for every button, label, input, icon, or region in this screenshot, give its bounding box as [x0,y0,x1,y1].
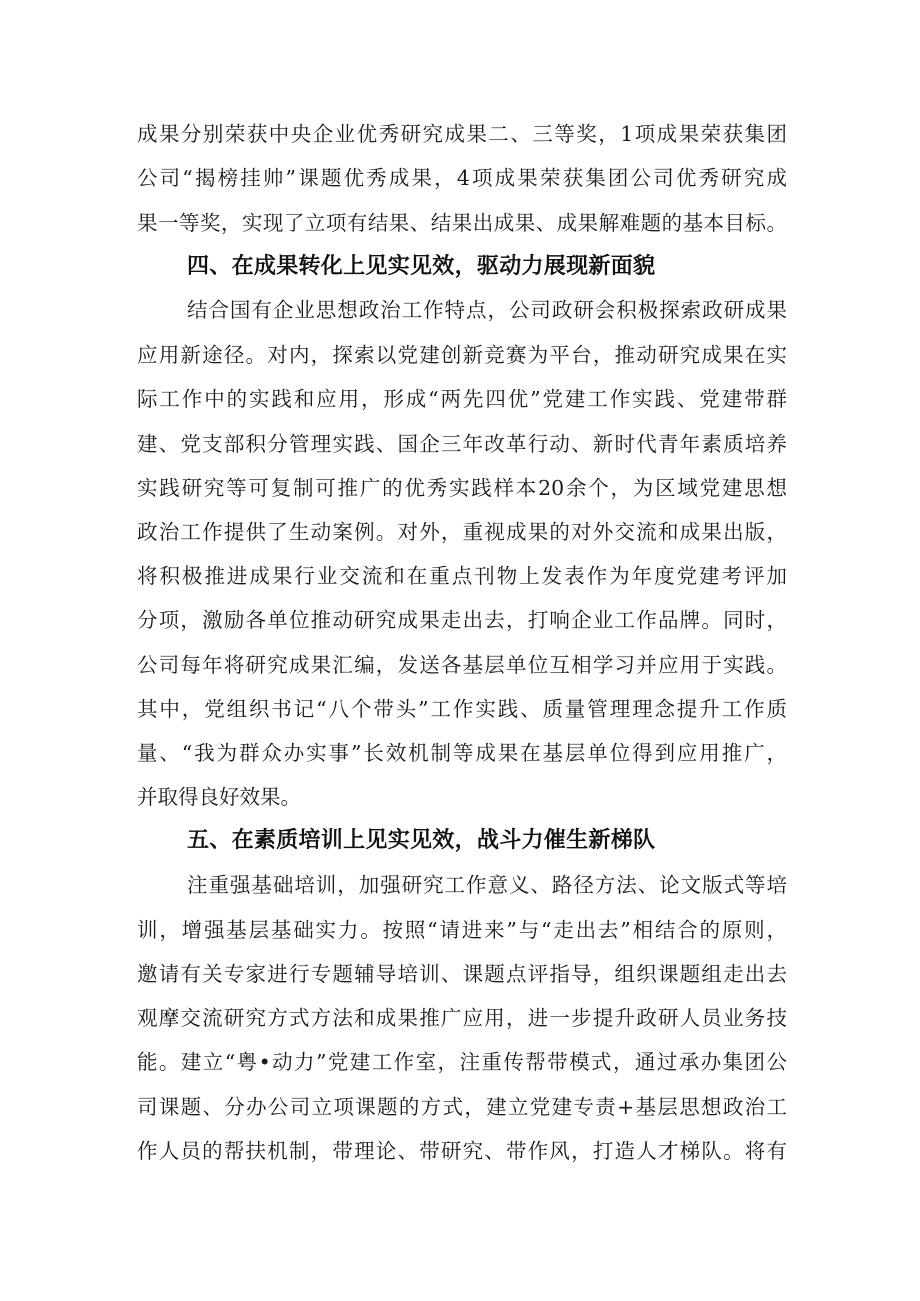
section-5-line: 能。建立“粤•动力”党建工作室，注重传帮带模式，通过承办集团公 [137,1050,787,1074]
section-4-line: 将积极推进成果行业交流和在重点刊物上发表作为年度党建考评加 [137,564,787,588]
section-4-line: 际工作中的实践和应用，形成“两先四优”党建工作实践、党建带群 [137,387,787,411]
section-5-line: 注重强基础培训，加强研究工作意义、路径方法、论文版式等培 [187,873,787,897]
section-5-line: 邀请有关专家进行专题辅导培训、课题点评指导，组织课题组走出去 [137,962,787,986]
section-4-line: 公司每年将研究成果汇编，发送各基层单位互相学习并应用于实践。 [137,653,787,677]
section-4-line: 政治工作提供了生动案例。对外，重视成果的对外交流和成果出版， [137,520,787,544]
section-5-line: 司课题、分办公司立项课题的方式，建立党建专责+基层思想政治工 [137,1095,787,1119]
section-4-line: 应用新途径。对内，探索以党建创新竞赛为平台，推动研究成果在实 [137,343,787,367]
section-4-line: 其中，党组织书记“八个带头”工作实践、质量管理理念提升工作质 [137,697,787,721]
intro-line: 公司“揭榜挂帅”课题优秀成果，4项成果荣获集团公司优秀研究成 [137,166,787,190]
section-5-line: 观摩交流研究方式方法和成果推广应用，进一步提升政研人员业务技 [137,1006,787,1030]
section-4-heading: 四、在成果转化上见实见效，驱动力展现新面貌 [187,254,656,279]
section-5-line: 训，增强基层基础实力。按照“请进来”与“走出去”相结合的原则， [137,918,787,942]
section-4-line: 并取得良好效果。 [137,785,301,809]
intro-line: 成果分别荣获中央企业优秀研究成果二、三等奖，1项成果荣获集团 [137,122,787,146]
section-5-line: 作人员的帮扶机制，带理论、带研究、带作风，打造人才梯队。将有 [137,1139,787,1163]
intro-line: 果一等奖，实现了立项有结果、结果出成果、成果解难题的基本目标。 [137,211,787,235]
section-4-line: 量、“我为群众办实事”长效机制等成果在基层单位得到应用推广， [137,741,787,765]
section-4-line: 结合国有企业思想政治工作特点，公司政研会积极探索政研成果 [187,298,787,322]
section-5-heading: 五、在素质培训上见实见效，战斗力催生新梯队 [187,828,656,853]
section-4-line: 实践研究等可复制可推广的优秀实践样本20余个，为区域党建思想 [137,476,787,500]
section-4-line: 建、党支部积分管理实践、国企三年改革行动、新时代青年素质培养 [137,432,787,456]
section-4-line: 分项，激励各单位推动研究成果走出去，打响企业工作品牌。同时， [137,608,787,632]
